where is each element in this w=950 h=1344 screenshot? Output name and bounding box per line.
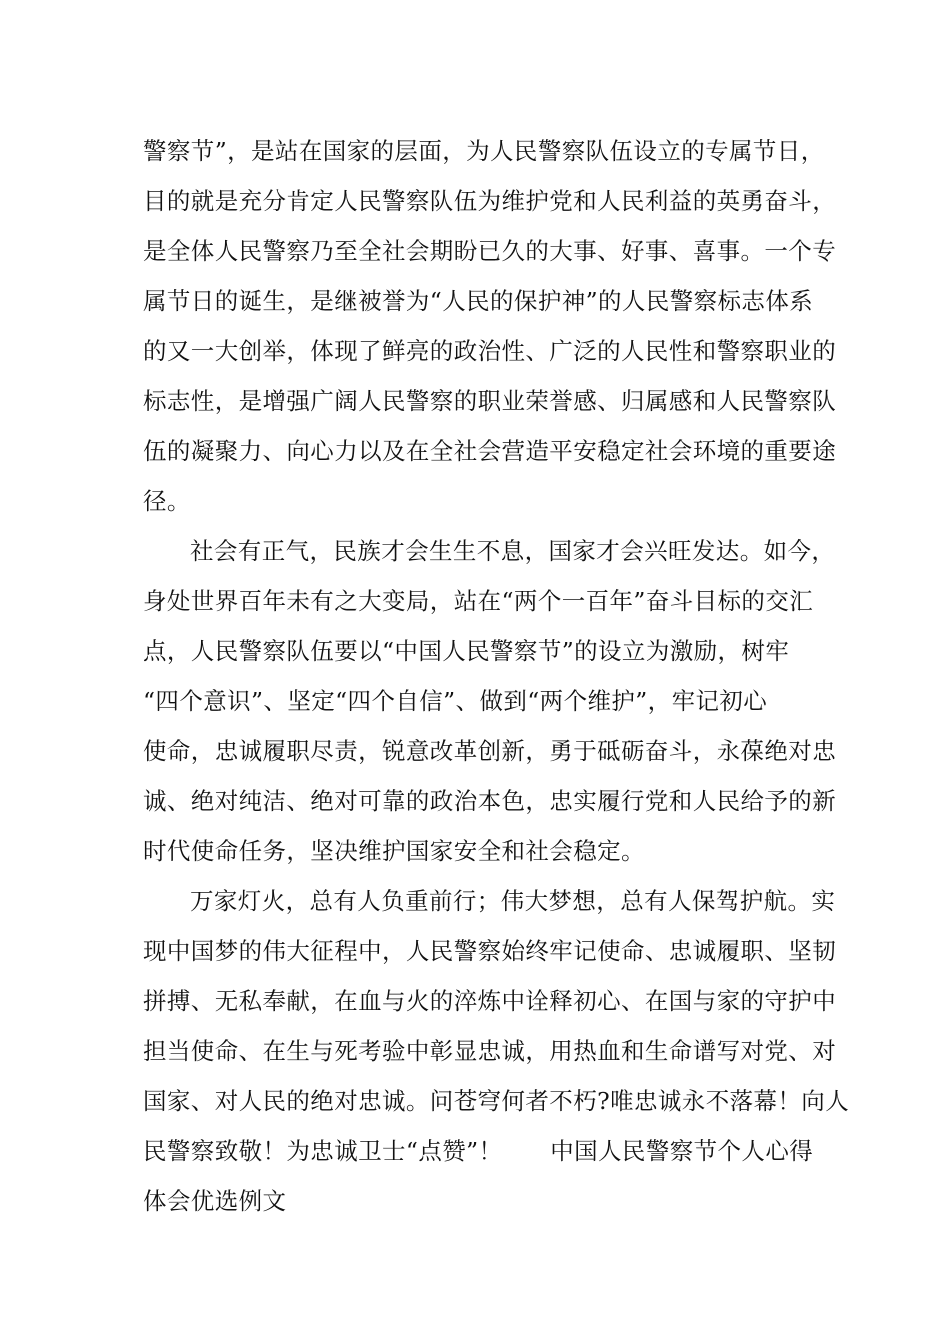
paragraph-2-line-4: “四个意识”、坚定“四个自信”、做到“两个维护”，牢记初心 xyxy=(143,687,768,715)
paragraph-3-line-6: 民警察致敬！为忠诚卫士“点赞”！ 中国人民警察节个人心得 xyxy=(143,1137,814,1165)
paragraph-1-line-6: 标志性，是增强广阔人民警察的职业荣誉感、归属感和人民警察队 xyxy=(143,387,837,415)
paragraph-1-line-5: 的又一大创举，体现了鲜亮的政治性、广泛的人民性和警察职业的 xyxy=(143,337,837,365)
paragraph-3-line-1: 万家灯火，总有人负重前行；伟大梦想，总有人保驾护航。实 xyxy=(190,887,836,915)
paragraph-1-line-2: 目的就是充分肯定人民警察队伍为维护党和人民利益的英勇奋斗， xyxy=(143,187,837,215)
paragraph-2-line-6: 诚、绝对纯洁、绝对可靠的政治本色，忠实履行党和人民给予的新 xyxy=(143,787,837,815)
paragraph-1-line-4: 属节日的诞生，是继被誉为“人民的保护神”的人民警察标志体系 xyxy=(143,287,814,315)
paragraph-2-line-2: 身处世界百年未有之大变局，站在“两个一百年”奋斗目标的交汇 xyxy=(143,587,814,615)
paragraph-3-line-7: 体会优选例文 xyxy=(143,1187,287,1215)
paragraph-2-line-7: 时代使命任务，坚决维护国家安全和社会稳定。 xyxy=(143,837,645,865)
paragraph-2-line-1: 社会有正气，民族才会生生不息，国家才会兴旺发达。如今， xyxy=(190,537,836,565)
paragraph-2-line-3: 点，人民警察队伍要以“中国人民警察节”的设立为激励，树牢 xyxy=(143,637,790,665)
paragraph-1-line-3: 是全体人民警察乃至全社会期盼已久的大事、好事、喜事。一个专 xyxy=(143,237,837,265)
paragraph-1-line-1: 警察节”，是站在国家的层面，为人民警察队伍设立的专属节日， xyxy=(143,137,825,165)
paragraph-2-line-5: 使命，忠诚履职尽责，锐意改革创新，勇于砥砺奋斗，永葆绝对忠 xyxy=(143,737,837,765)
paragraph-1-line-8: 径。 xyxy=(143,487,191,515)
paragraph-3-line-4: 担当使命、在生与死考验中彰显忠诚，用热血和生命谱写对党、对 xyxy=(143,1037,837,1065)
paragraph-3-line-3: 拼搏、无私奉献，在血与火的淬炼中诠释初心、在国与家的守护中 xyxy=(143,987,837,1015)
paragraph-3-line-2: 现中国梦的伟大征程中，人民警察始终牢记使命、忠诚履职、坚韧 xyxy=(143,937,837,965)
paragraph-1-line-7: 伍的凝聚力、向心力以及在全社会营造平安稳定社会环境的重要途 xyxy=(143,437,837,465)
paragraph-3-line-5: 国家、对人民的绝对忠诚。问苍穹何者不朽?唯忠诚永不落幕！向人 xyxy=(143,1087,850,1115)
